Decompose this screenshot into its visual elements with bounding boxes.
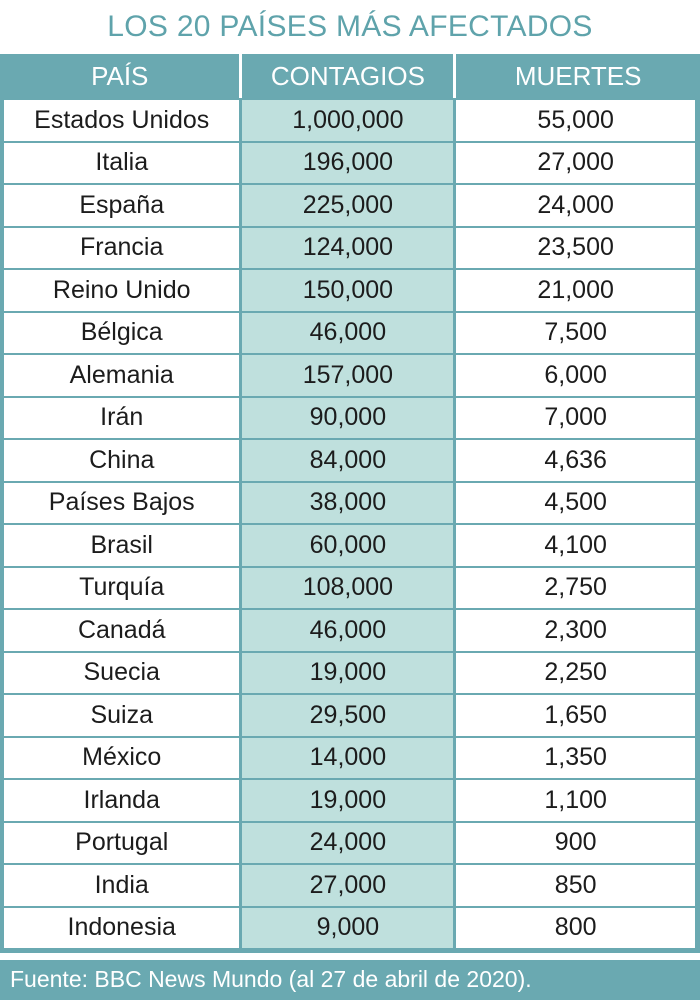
cell-deaths: 2,250 <box>456 651 700 694</box>
cell-country: Indonesia <box>0 906 242 954</box>
cell-cases: 24,000 <box>242 821 456 864</box>
cell-cases: 225,000 <box>242 183 456 226</box>
cell-country: Estados Unidos <box>0 98 242 141</box>
cell-cases: 90,000 <box>242 396 456 439</box>
cell-deaths: 6,000 <box>456 353 700 396</box>
cell-deaths: 900 <box>456 821 700 864</box>
cell-country: Alemania <box>0 353 242 396</box>
column-header-cases: CONTAGIOS <box>242 54 456 98</box>
table-row <box>0 141 700 184</box>
cell-country: Turquía <box>0 566 242 609</box>
cell-country: Italia <box>0 141 242 184</box>
table-row <box>0 821 700 864</box>
table-row <box>0 736 700 779</box>
table-row <box>0 481 700 524</box>
cell-cases: 60,000 <box>242 523 456 566</box>
cell-deaths: 2,750 <box>456 566 700 609</box>
cell-country: Canadá <box>0 608 242 651</box>
cell-country: Irán <box>0 396 242 439</box>
data-table <box>0 54 700 953</box>
cell-cases: 19,000 <box>242 651 456 694</box>
cell-deaths: 27,000 <box>456 141 700 184</box>
cell-country: India <box>0 863 242 906</box>
table-row <box>0 608 700 651</box>
data-table-container <box>0 54 700 951</box>
table-row <box>0 311 700 354</box>
cell-cases: 196,000 <box>242 141 456 184</box>
table-row <box>0 268 700 311</box>
table-row <box>0 98 700 141</box>
cell-country: Suecia <box>0 651 242 694</box>
table-row <box>0 693 700 736</box>
cell-deaths: 55,000 <box>456 98 700 141</box>
table-row <box>0 566 700 609</box>
cell-country: España <box>0 183 242 226</box>
cell-cases: 14,000 <box>242 736 456 779</box>
cell-country: Brasil <box>0 523 242 566</box>
column-header-country: PAÍS <box>0 54 242 98</box>
cell-country: Suiza <box>0 693 242 736</box>
cell-deaths: 1,650 <box>456 693 700 736</box>
cell-country: China <box>0 438 242 481</box>
cell-cases: 29,500 <box>242 693 456 736</box>
chart-title: LOS 20 PAÍSES MÁS AFECTADOS <box>107 10 593 43</box>
cell-country: Francia <box>0 226 242 269</box>
cell-cases: 1,000,000 <box>242 98 456 141</box>
cell-deaths: 23,500 <box>456 226 700 269</box>
cell-deaths: 850 <box>456 863 700 906</box>
cell-cases: 84,000 <box>242 438 456 481</box>
table-row <box>0 651 700 694</box>
table-row <box>0 906 700 954</box>
cell-cases: 27,000 <box>242 863 456 906</box>
table-row <box>0 353 700 396</box>
cell-cases: 157,000 <box>242 353 456 396</box>
cell-deaths: 7,000 <box>456 396 700 439</box>
cell-country: Países Bajos <box>0 481 242 524</box>
cell-deaths: 800 <box>456 906 700 954</box>
cell-deaths: 1,350 <box>456 736 700 779</box>
table-row <box>0 226 700 269</box>
cell-cases: 108,000 <box>242 566 456 609</box>
cell-deaths: 7,500 <box>456 311 700 354</box>
table-row <box>0 778 700 821</box>
cell-cases: 150,000 <box>242 268 456 311</box>
source-note: Fuente: BBC News Mundo (al 27 de abril de 2020). <box>0 960 700 1000</box>
table-header-row <box>0 54 700 98</box>
cell-deaths: 1,100 <box>456 778 700 821</box>
cell-deaths: 4,636 <box>456 438 700 481</box>
cell-country: Irlanda <box>0 778 242 821</box>
table-row <box>0 523 700 566</box>
cell-country: México <box>0 736 242 779</box>
cell-cases: 9,000 <box>242 906 456 954</box>
cell-deaths: 4,500 <box>456 481 700 524</box>
cell-deaths: 2,300 <box>456 608 700 651</box>
column-header-deaths: MUERTES <box>514 60 642 91</box>
table-body <box>0 98 700 953</box>
cell-deaths: 24,000 <box>456 183 700 226</box>
cell-cases: 38,000 <box>242 481 456 524</box>
table-row <box>0 438 700 481</box>
cell-deaths: 21,000 <box>456 268 700 311</box>
cell-country: Reino Unido <box>0 268 242 311</box>
cell-deaths: 4,100 <box>456 523 700 566</box>
table-row <box>0 396 700 439</box>
cell-cases: 19,000 <box>242 778 456 821</box>
table-row <box>0 183 700 226</box>
table-row <box>0 863 700 906</box>
cell-cases: 46,000 <box>242 311 456 354</box>
cell-cases: 124,000 <box>242 226 456 269</box>
cell-country: Bélgica <box>0 311 242 354</box>
cell-country: Portugal <box>0 821 242 864</box>
cell-cases: 46,000 <box>242 608 456 651</box>
